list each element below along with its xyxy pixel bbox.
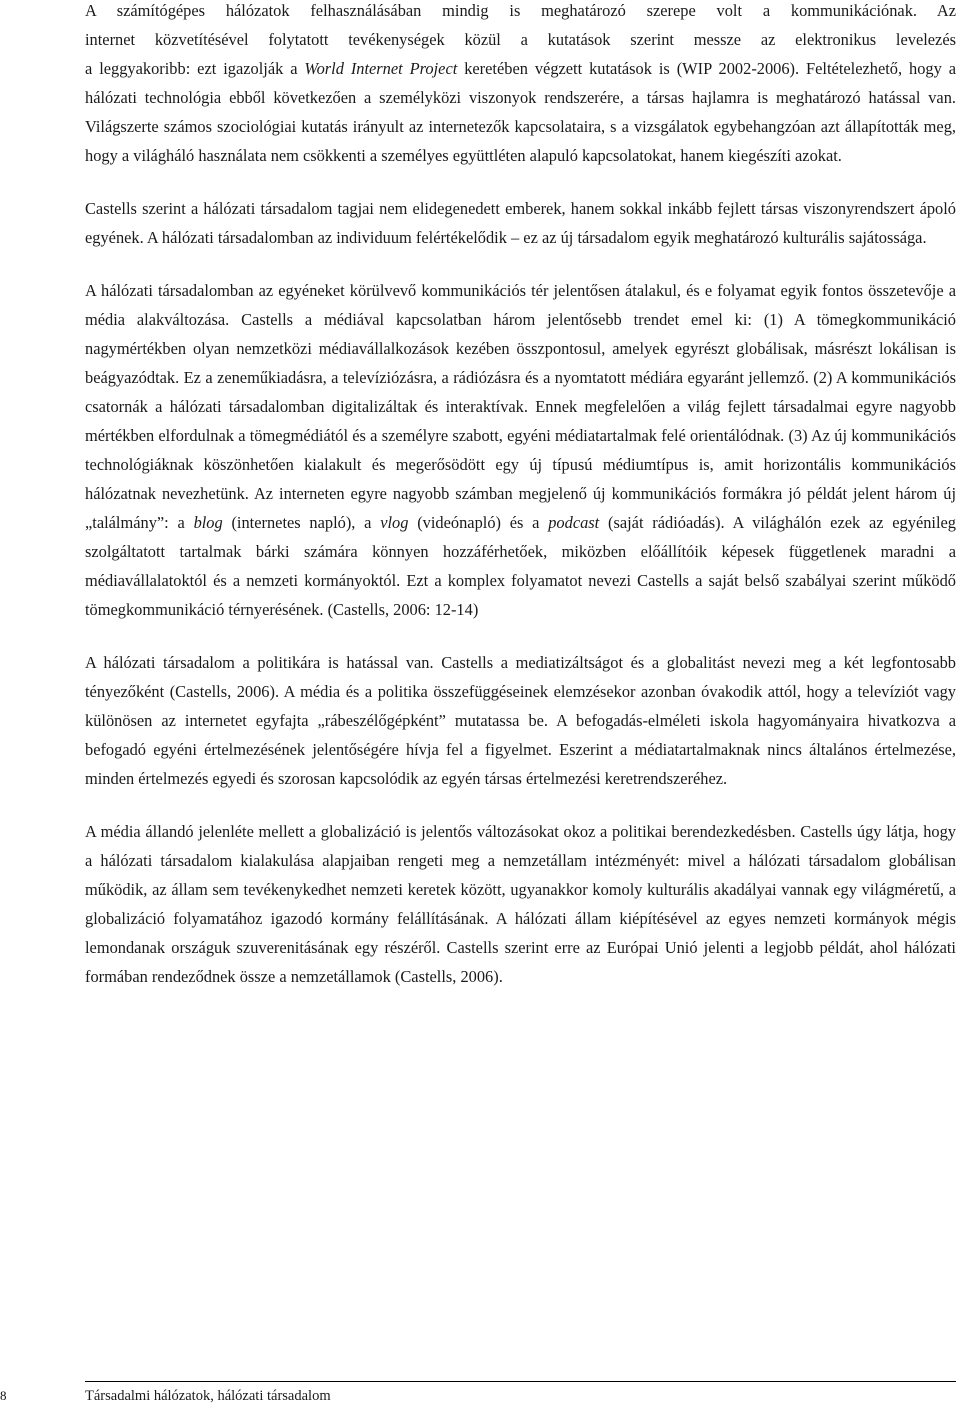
- vlog-emphasis: vlog: [380, 513, 409, 532]
- podcast-emphasis: podcast: [548, 513, 600, 532]
- page-number: 8: [0, 1388, 7, 1403]
- paragraph-1-text-after: keretében végzett kutatások is (WIP 2002-2006). Feltételezhető, hogy a hálózati technológia ebből következően a személyközi viszonyok rendszerére, a társas hajlamra is meghatározó hatással van. Világszerte számos szociológiai kutatás irányult az internetezők kapcsolataira, s a vizsgálatok egybehangzóan azt állapították meg, hogy a világháló használata nem csökkenti a személyes együttléten alapuló kapcsolatokat, hanem kiegészíti azokat.: [85, 59, 956, 165]
- project-name-emphasis: World Internet Project: [304, 59, 458, 78]
- paragraph-3-text-4: (saját rádióadás). A világhálón ezek az egyénileg szolgáltatott tartalmak bárki számára könnyen hozzáférhetőek, miközben előállítóik képesek függetlenek maradni a médiavállalatoktól és a nemzeti kormányoktól. Ezt a komplex folyamatot nevezi Castells a saját belső szabályai szerint működő tömegkommunikáció térnyerésének. (Castells, 2006: 12-14): [85, 513, 956, 619]
- paragraph-3-text-3: (videónapló) és a: [408, 513, 549, 532]
- paragraph-1: [85, 0, 956, 170]
- blog-emphasis: blog: [193, 513, 223, 532]
- paragraph-4: A hálózati társadalom a politikára is hatással van. Castells a mediatizáltságot és a globalitást nevezi meg a két legfontosabb tényezőként (Castells, 2006). A média és a politika összefüggéseinek elemzésekor azonban óvakodik attól, hogy a televíziót vagy különösen az internetet egyfajta „rábeszélőgépként” mutatassa be. A befogadás-elméleti iskola hagyományaira hivatkozva a befogadó egyéni értelmezésének jelentőségére hívja fel a figyelmet. Eszerint a médiatartalmaknak nincs általános értelmezése, minden értelmezés egyedi és szorosan kapcsolódik az egyén társas értelmezési keretrendszeréhez.: [85, 653, 956, 788]
- paragraph-3: [85, 276, 956, 624]
- paragraph-3-text-1: A hálózati társadalomban az egyéneket körülvevő kommunikációs tér jelentősen átalakul, és e folyamat egyik fontos összetevője a média alakváltozása. Castells a médiával kapcsolatban három jelentősebb trendet emel ki: (1) A tömegkommunikáció nagymértékben olyan nemzetközi médiavállalkozások kezében összpontosul, amelyek egyrészt globálisak, másrészt lokálisan is beágyazódtak. Ez a zeneműkiadásra, a televíziózásra, a rádiózásra és a nyomtatott médiára egyaránt jellemző. (2) A kommunikációs csatornák a hálózati társadalomban digitalizáltak és interaktívak. Ennek megfelelően a világ fejlett társadalmai egyre nagyobb mértékben elfordulnak a tömegmédiától és a személyre szabott, egyéni médiatartalmak felé orientálódnak. (3) Az új kommunikációs technológiáknak köszönhetően kialakult és megerősödött egy új típusú médiumtípus is, amit horizontális kommunikációs hálózatnak nevezhetünk. Az interneten egyre nagyobb számban megjelenő új kommunikációs formákra jó példát jelent három új „találmány”: a: [85, 281, 956, 532]
- paragraph-1-line-2: internet közvetítésével folytatott tevékenységek közül a kutatások szerint messze az elektronikus levelezés: [85, 30, 956, 49]
- paragraph-1-text-before: a leggyakoribb: ezt igazolják a: [85, 59, 305, 78]
- paragraph-3-text-2: (internetes napló), a: [222, 513, 381, 532]
- paragraph-5: A média állandó jelenléte mellett a globalizáció is jelentős változásokat okoz a politikai berendezkedésben. Castells úgy látja, hogy a hálózati társadalom kialakulása alapjaiban rengeti meg a nemzetállam intézményét: mivel a hálózati társadalom globálisan működik, az állam sem tevékenykedhet nemzeti keretek között, ugyanakkor komoly kulturális akadályai vannak egy világméretű, a globalizáció folyamatához igazodó kormány felállításának. A hálózati állam kiépítésével az egyes nemzeti kormányok mégis lemondanak országuk szuverenitásának egy részéről. Castells szerint erre az Európai Unió jelenti a legjobb példát, ahol hálózati formában rendeződnek össze a nemzetállamok (Castells, 2006).: [85, 822, 956, 986]
- paragraph-1-rest: [85, 54, 956, 170]
- footer-rule: [85, 1381, 956, 1382]
- footer-title: Társadalmi hálózatok, hálózati társadalom: [85, 1388, 331, 1404]
- paragraph-2: Castells szerint a hálózati társadalom tagjai nem elidegenedett emberek, hanem sokkal inkább fejlett társas viszonyrendszert ápoló egyének. A hálózati társadalomban az individuum felértékelődik – ez az új társadalom egyik meghatározó kulturális sajátossága.: [85, 199, 956, 247]
- paragraph-1-line-1: A számítógépes hálózatok felhasználásában mindig is meghatározó szerepe volt a kommunikációnak. Az: [85, 1, 956, 20]
- document-body: [85, 0, 956, 1015]
